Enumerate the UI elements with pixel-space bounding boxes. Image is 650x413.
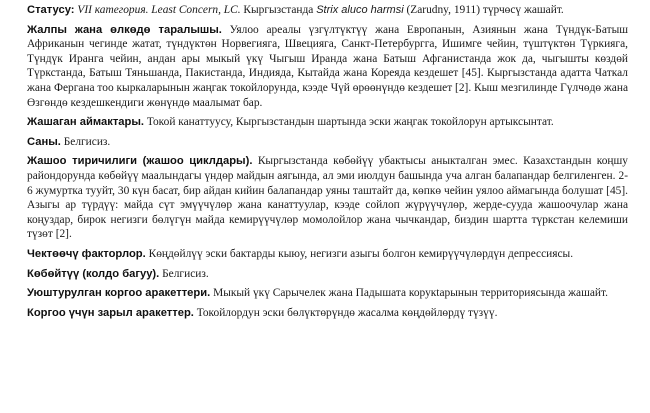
status-paragraph [27,3,628,18]
captive-breeding-paragraph [27,267,628,282]
needed-measures-paragraph [27,306,628,321]
life-cycle-heading: Жашоо тиричилиги (жашоо циклдары). [27,155,253,168]
habitat-heading: Жашаган аймактары. [27,116,145,129]
habitat-body: Токой канаттуусу, Кыргызстандын шартында эски жаңгак токойлорун артыксынтат. [146,116,554,129]
distribution-body: Уялоо ареалы үзгүлтүктүү жана Европанын, Азиянын жана Түндүк-Батыш Африканын чегинде жатат, түндүктөн Норвегияга, Швецияга, Санкт-Петербургга, Ишимге чейин, түштүктөн Түркияга, Түндүк Иранга чейин, андан ары мыкый үкү Чыгыш Иранда жана Батыш Афганистанда жок да, чыгышты көздөй Түркстанда, Батыш Тяньшанда, Пакистанда, Индияда, Кытайда жана Кореяда кездешет [45]. Кыргызстанда адатта Чаткал жана Фергана тоо кыркаларынын жаңгак токойлорунда, кээде Чүй өрөөнүндө кездешет [2]. Кыш мезгилинде Гүлчөдө жана Өзгөндө кездешкендиги жөнүндө маалымат бар. [27,23,628,109]
life-cycle-paragraph [27,154,628,242]
limiting-factors-body: Көңдөйлүү эски бактарды кыюу, негизги азыгы болгон кемирүүчүлөрдүн депрессиясы. [148,247,574,260]
limiting-factors-paragraph [27,247,628,262]
captive-breeding-body: Белгисиз. [162,267,209,280]
status-author: (Zarudny, 1911) [406,4,480,16]
limiting-factors-heading: Чектөөчү факторлор. [27,247,146,260]
population-body: Белгисиз. [63,135,111,148]
captive-breeding-heading: Көбөйтүү (колдо багуу). [27,267,160,280]
protection-measures-body: Мыкый үкү Сарычелек жана Падышата корукtарынын территориясында жашайт. [213,287,608,300]
status-heading: Статусу: [27,4,75,16]
protection-measures-heading: Уюштурулган коргоо аракеттери. [27,287,211,300]
life-cycle-body: Кыргызстанда көбөйүү убактысы аныкталган эмес. Казахстандын коңшу райондорунда көбөйүү маалындагы үндөр майдын аягында, ал эми июлдун башында уча алган балапандар белгиленген. 2-6 жумуртка тууйт, 30 күн басат, бир айдан кийин балапандар уяны таштайт да, көпкө чейин уялоо аймагында болушат [45]. Азыгы ар түрдүү: майда сүт эмүүчүлөр жана канаттуулар, кээде сойлоп жүрүүчүлөр, жерде-сууда жашоочулар жана коңуздар, бирок негизги бөлүгүн майда кемирүүчүлөр момолойлор жана чычкандар, биздин шартта түркстан келемиши түзөт [2]. [27,155,628,241]
needed-measures-body: Токойлордун эски бөлүктөрүндө жасалма көңдөйлөрдү түзүү. [196,306,498,319]
population-paragraph [27,135,628,150]
protection-measures-paragraph [27,286,628,301]
distribution-paragraph [27,23,628,111]
status-category: VII категория. Least Concern, LC. [77,4,241,16]
needed-measures-heading: Коргоо үчүн зарыл аракеттер. [27,306,194,319]
status-scientific-name: Strix aluco harmsi [316,4,404,16]
status-text-before-name: Кыргызстанда [243,4,314,16]
distribution-heading: Жалпы жана өлкөдө таралышы. [27,23,222,36]
population-heading: Саны. [27,135,61,148]
habitat-paragraph [27,115,628,130]
status-text-after: түрчөсү жашайт. [482,4,564,16]
